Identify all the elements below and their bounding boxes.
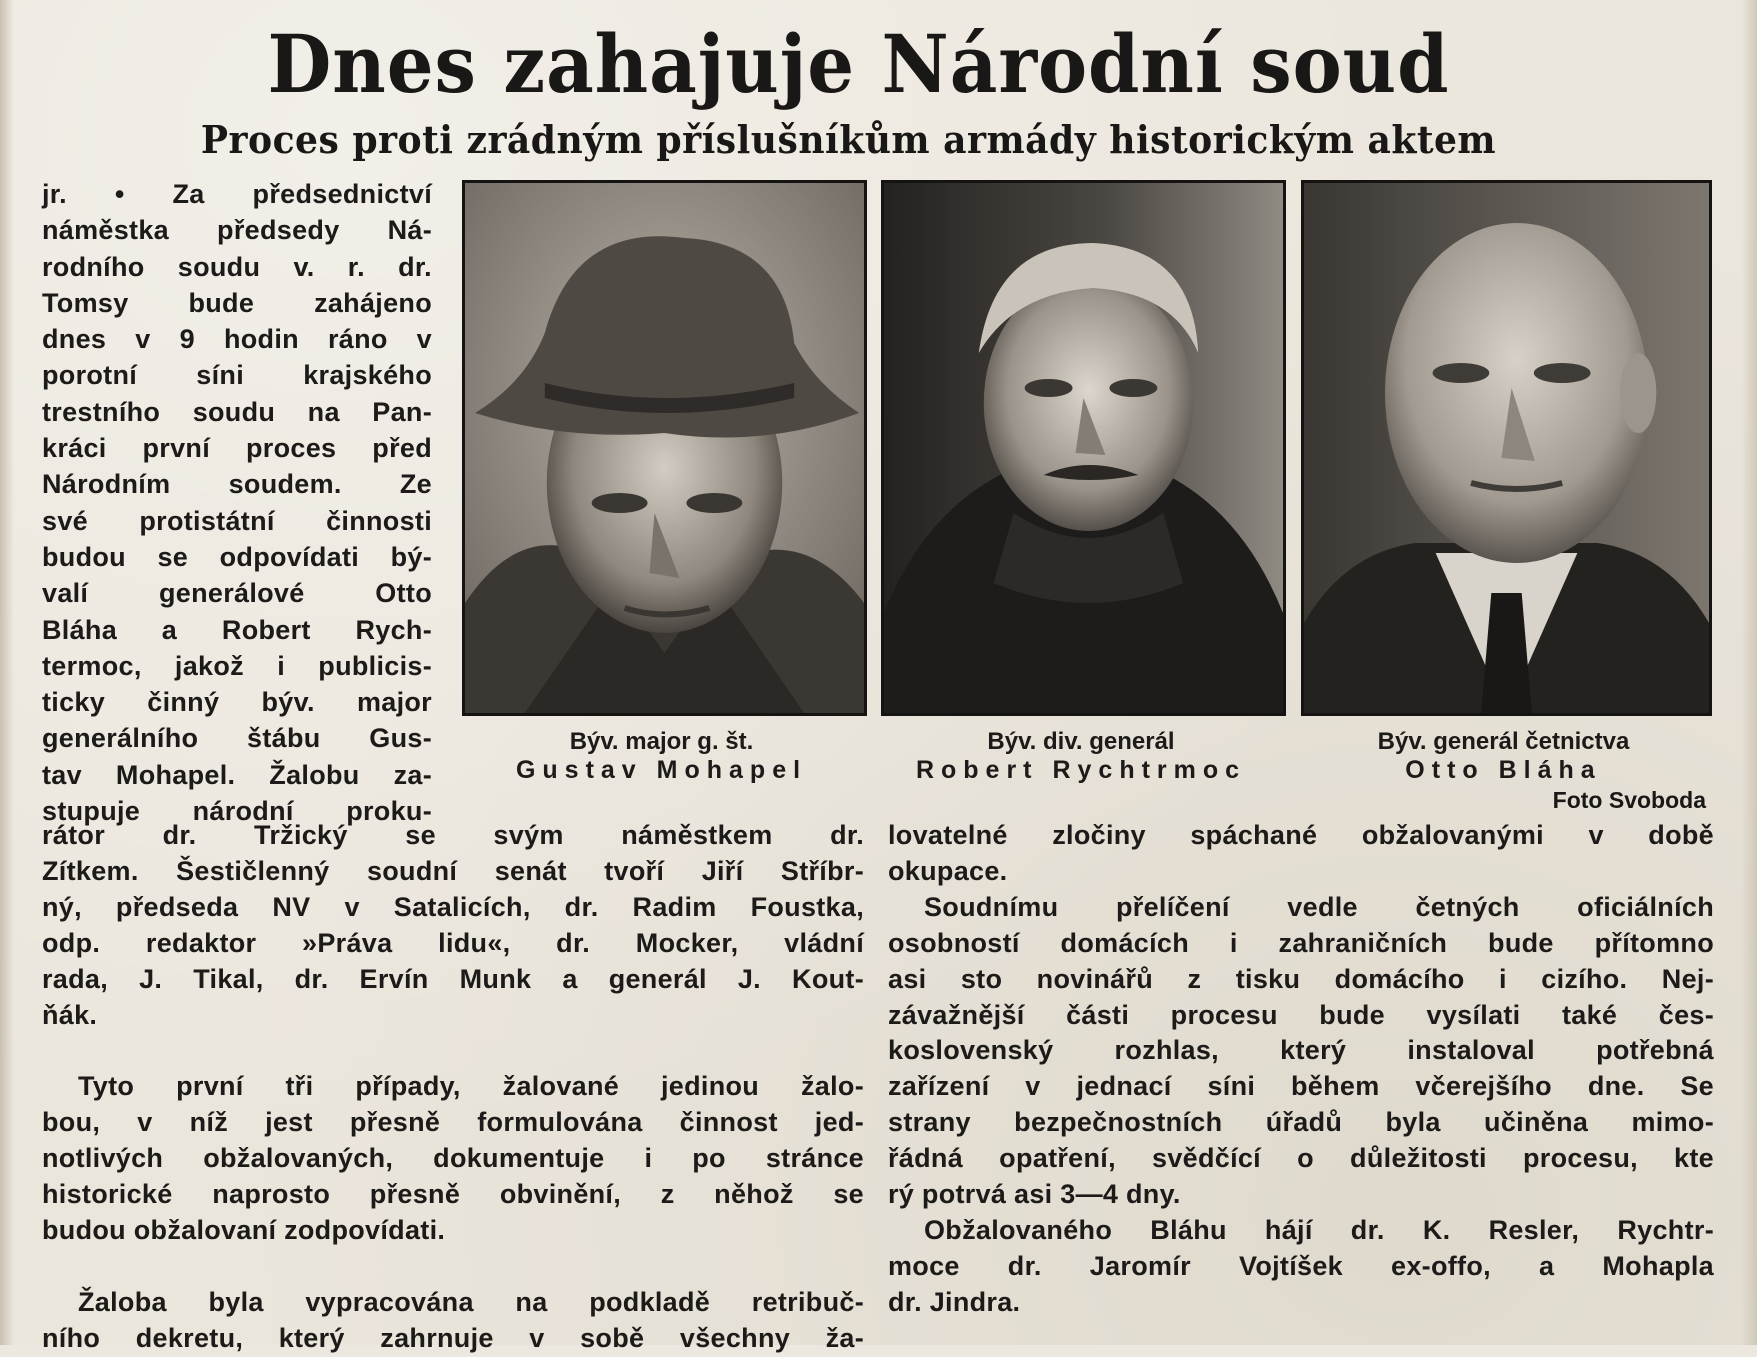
text-line: dr. Jindra.: [888, 1286, 1021, 1317]
text-line: náměstka předsedy Ná-: [42, 215, 432, 246]
text-line: rý potrvá asi 3—4 dny.: [888, 1179, 1181, 1210]
text-line: stupuje národní proku-: [42, 796, 432, 827]
caption-rank: Býv. generál četnictva: [1377, 728, 1630, 755]
text-line: řádná opatření, svědčící o důležitosti procesu, kte: [888, 1143, 1714, 1174]
text-line: ního dekretu, který zahrnuje v sobě všechny ža-: [42, 1322, 864, 1353]
text-line: porotní síni krajského: [42, 360, 432, 391]
text-line: Bláha a Robert Rych-: [42, 614, 432, 645]
text-line: osobností domácích i zahraničních bude přítomno: [888, 927, 1714, 958]
portrait-photo-mohapel: [462, 180, 867, 716]
text-line: rada, J. Tikal, dr. Ervín Munk a generál J. Kout-: [42, 963, 864, 994]
headline: Dnes zahajuje Národní soud: [267, 17, 1450, 111]
text-line: bou, v níž jest přesně formulována činnost jed-: [42, 1107, 864, 1138]
text-line: závažnější části procesu bude vysílati také čes-: [888, 999, 1714, 1030]
photo-caption-rychtrmoc: [866, 728, 1296, 784]
caption-name: Gustav Mohapel: [515, 756, 808, 784]
portrait-photo-rychtrmoc: [881, 180, 1286, 716]
text-line: valí generálové Otto: [42, 578, 432, 609]
body-column-left: [42, 818, 864, 1357]
paragraph-gap: [42, 1033, 864, 1069]
text-line: Žaloba byla vypracována na podkladě retribuč-: [78, 1286, 864, 1317]
text-line: okupace.: [888, 855, 1008, 886]
portrait-photo-blaha: [1301, 180, 1712, 716]
text-line: historické naprosto přesně obvinění, z něhož se: [42, 1179, 864, 1210]
photo-caption-mohapel: [462, 728, 861, 784]
caption-name: Robert Rychtrmoc: [915, 756, 1247, 784]
text-line: ticky činný býv. major: [42, 687, 432, 718]
portrait-blaha-image: [1304, 183, 1709, 713]
lead-paragraph: [42, 176, 432, 829]
text-line: dnes v 9 hodin ráno v: [42, 324, 432, 355]
text-line: trestního soudu na Pan-: [42, 396, 432, 427]
text-line: generálního štábu Gus-: [42, 723, 432, 754]
text-line: Zítkem. Šestičlenný soudní senát tvoří Jiří Stříbr-: [42, 855, 864, 886]
paper-edge-right: [1741, 0, 1757, 1345]
text-line: své protistátní činnosti: [42, 505, 432, 536]
text-line: strany bezpečnostních úřadů byla učiněna mimo-: [888, 1107, 1714, 1138]
text-line: Tomsy bude zahájeno: [42, 287, 432, 318]
text-line: zařízení v jednací síni během včerejšího dne. Se: [888, 1071, 1714, 1102]
text-line: jr. • Za předsednictví: [42, 179, 432, 209]
caption-rank: Býv. div. generál: [987, 728, 1175, 755]
portrait-rychtrmoc-image: [884, 183, 1283, 713]
text-line: koslovenský rozhlas, který instaloval potřebná: [888, 1035, 1714, 1066]
caption-name: Otto Bláha: [1405, 756, 1602, 784]
text-line: budou se odpovídati bý-: [42, 541, 432, 572]
body-column-right: [888, 818, 1714, 1321]
text-line: Národním soudem. Ze: [42, 469, 432, 500]
text-line: notlivých obžalovaných, dokumentuje i po stránce: [42, 1143, 864, 1174]
text-line: budou obžalovaní zodpovídati.: [42, 1215, 446, 1246]
portrait-mohapel-image: [465, 183, 864, 713]
text-line: ňák.: [42, 999, 98, 1030]
text-line: Tyto první tři případy, žalované jedinou žalo-: [78, 1071, 864, 1102]
photo-caption-blaha: [1301, 728, 1706, 784]
caption-rank: Býv. major g. št.: [569, 728, 754, 755]
paragraph-gap: [42, 1249, 864, 1285]
paper-edge-left: [0, 0, 14, 1345]
text-line: lovatelné zločiny spáchané obžalovanými v době: [888, 820, 1714, 850]
text-line: tav Mohapel. Žalobu za-: [42, 759, 432, 790]
text-line: Obžalovaného Bláhu hájí dr. K. Resler, Rychtr-: [924, 1214, 1714, 1245]
photo-credit: Foto Svoboda: [1552, 787, 1706, 813]
text-line: kráci první proces před: [42, 433, 432, 464]
text-line: ný, předseda NV v Satalicích, dr. Radim Foustka,: [42, 891, 864, 922]
text-line: moce dr. Jaromír Vojtíšek ex-offo, a Mohapla: [888, 1250, 1714, 1281]
text-line: rátor dr. Tržický se svým náměstkem dr.: [42, 820, 864, 850]
text-line: termoc, jakož i publicis-: [42, 650, 432, 681]
text-line: odp. redaktor »Práva lidu«, dr. Mocker, vládní: [42, 927, 864, 958]
text-line: rodního soudu v. r. dr.: [42, 251, 432, 282]
text-line: Soudnímu přelíčení vedle četných oficiálních: [924, 891, 1714, 922]
subheadline: Proces proti zrádným příslušníkům armády historickým aktem: [200, 117, 1497, 162]
text-line: asi sto novinářů z tisku domácího i cizího. Nej-: [888, 963, 1714, 994]
